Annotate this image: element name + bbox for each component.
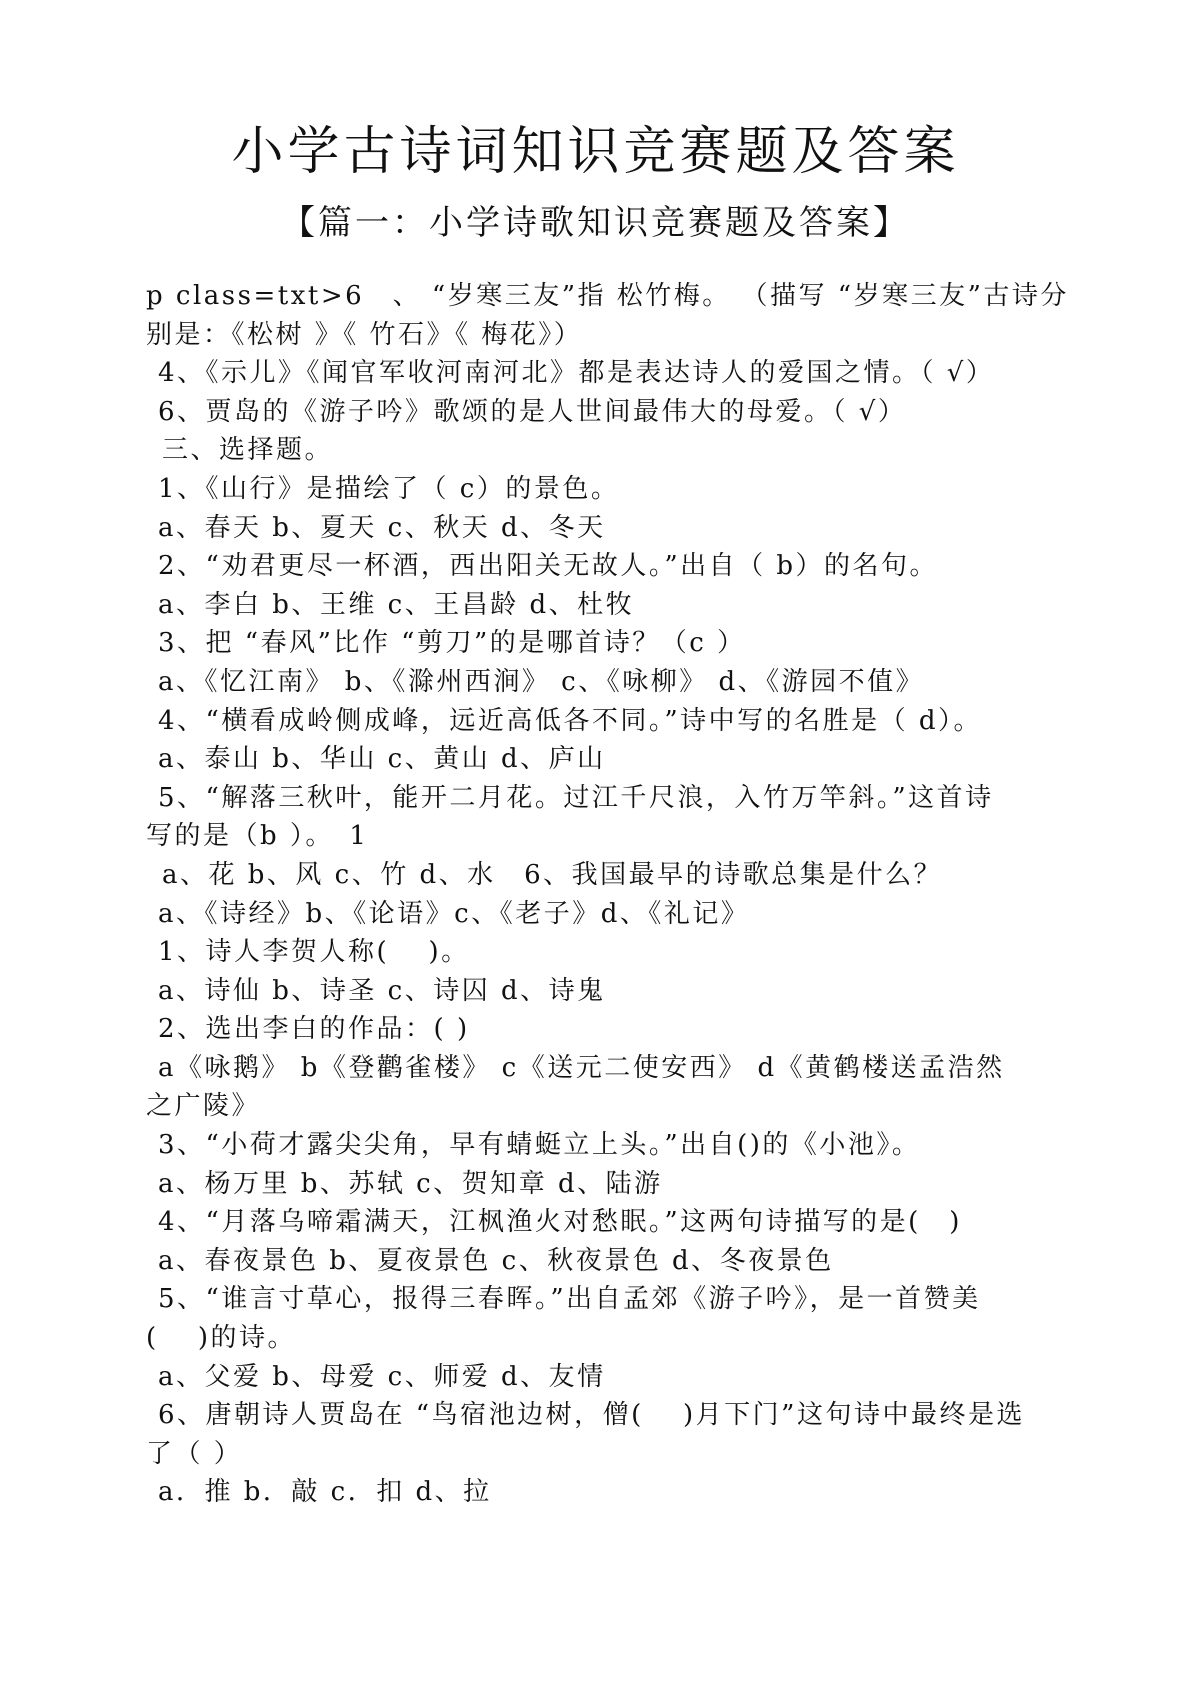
text-line: 4、“月落乌啼霜满天，江枫渔火对愁眠。”这两句诗描写的是( ) — [158, 1207, 962, 1238]
text-line: 三、选择题。 — [162, 435, 334, 466]
text-line: 4、《示儿》《闻官军收河南河北》都是表达诗人的爱国之情。（ √） — [158, 358, 995, 389]
text-line: 4、“横看成岭侧成峰，远近高低各不同。”诗中写的名胜是（ d）。 — [158, 705, 983, 736]
text-line: a、春天 b、夏天 c、秋天 d、冬天 — [158, 512, 606, 543]
text-line: p class=txt>6 、 “岁寒三友”指 松竹梅。 （描写 “岁寒三友”古诗分 — [146, 281, 1069, 311]
text-line: 5、“谁言寸草心，报得三春晖。”出自孟郊《游子吟》，是一首赞美 — [158, 1284, 981, 1315]
text-line: 6、贾岛的《游子吟》歌颂的是人世间最伟大的母爱。（ √） — [158, 396, 907, 427]
text-line: a、父爱 b、母爱 c、师爱 d、友情 — [158, 1361, 606, 1392]
text-line: ( )的诗。 — [146, 1323, 297, 1354]
text-line: a、《忆江南》 b、《滁州西涧》 c、《咏柳》 d、《游园不值》 — [158, 666, 925, 697]
text-line: 6、唐朝诗人贾岛在 “鸟宿池边树，僧( )月下门”这句诗中最终是选 — [158, 1400, 1025, 1431]
text-line: 之广陵》 — [146, 1091, 261, 1122]
text-line: 1、诗人李贺人称( )。 — [158, 937, 470, 968]
text-line: 别是：《松树 》《 竹石》《 梅花》） — [146, 319, 583, 350]
text-line: 3、“小荷才露尖尖角，早有蜻蜓立上头。”出自()的《小池》。 — [158, 1130, 921, 1161]
section-heading: 【篇一：小学诗歌知识竞赛题及答案】 — [281, 203, 910, 243]
text-line: 5、“解落三秋叶，能开二月花。过江千尺浪，入竹万竿斜。”这首诗 — [158, 782, 994, 813]
text-line: 写的是（b ）。 1 — [146, 821, 369, 852]
text-line: 2、“劝君更尽一杯酒，西出阳关无故人。”出自（ b）的名句。 — [158, 551, 939, 582]
text-line: a、《诗经》b、《论语》c、《老子》d、《礼记》 — [158, 898, 750, 929]
text-line: a、李白 b、王维 c、王昌龄 d、杜牧 — [158, 589, 635, 620]
text-line: a．推 b．敲 c．扣 d、拉 — [158, 1477, 492, 1508]
text-line: 2、选出李白的作品：( ) — [158, 1014, 470, 1045]
text-line: a、诗仙 b、诗圣 c、诗囚 d、诗鬼 — [158, 975, 606, 1006]
document-body — [146, 277, 1069, 1512]
text-line: a、春夜景色 b、夏夜景色 c、秋夜景色 d、冬夜景色 — [158, 1245, 834, 1276]
text-line: a、花 b、风 c、竹 d、水 6、我国最早的诗歌总集是什么？ — [162, 859, 943, 890]
text-line: a、杨万里 b、苏轼 c、贺知章 d、陆游 — [158, 1168, 663, 1199]
text-line: 3、把 “春风”比作 “剪刀”的是哪首诗？（c ） — [158, 628, 746, 659]
text-line: a、泰山 b、华山 c、黄山 d、庐山 — [158, 744, 606, 775]
text-line: 1、《山行》是描绘了（ c）的景色。 — [158, 473, 620, 504]
text-line: a《咏鹅》 b《登鹳雀楼》 c《送元二使安西》 d《黄鹤楼送孟浩然 — [158, 1052, 1005, 1083]
text-line: 了（ ） — [146, 1438, 243, 1469]
document-title: 小学古诗词知识竞赛题及答案 — [231, 122, 960, 182]
